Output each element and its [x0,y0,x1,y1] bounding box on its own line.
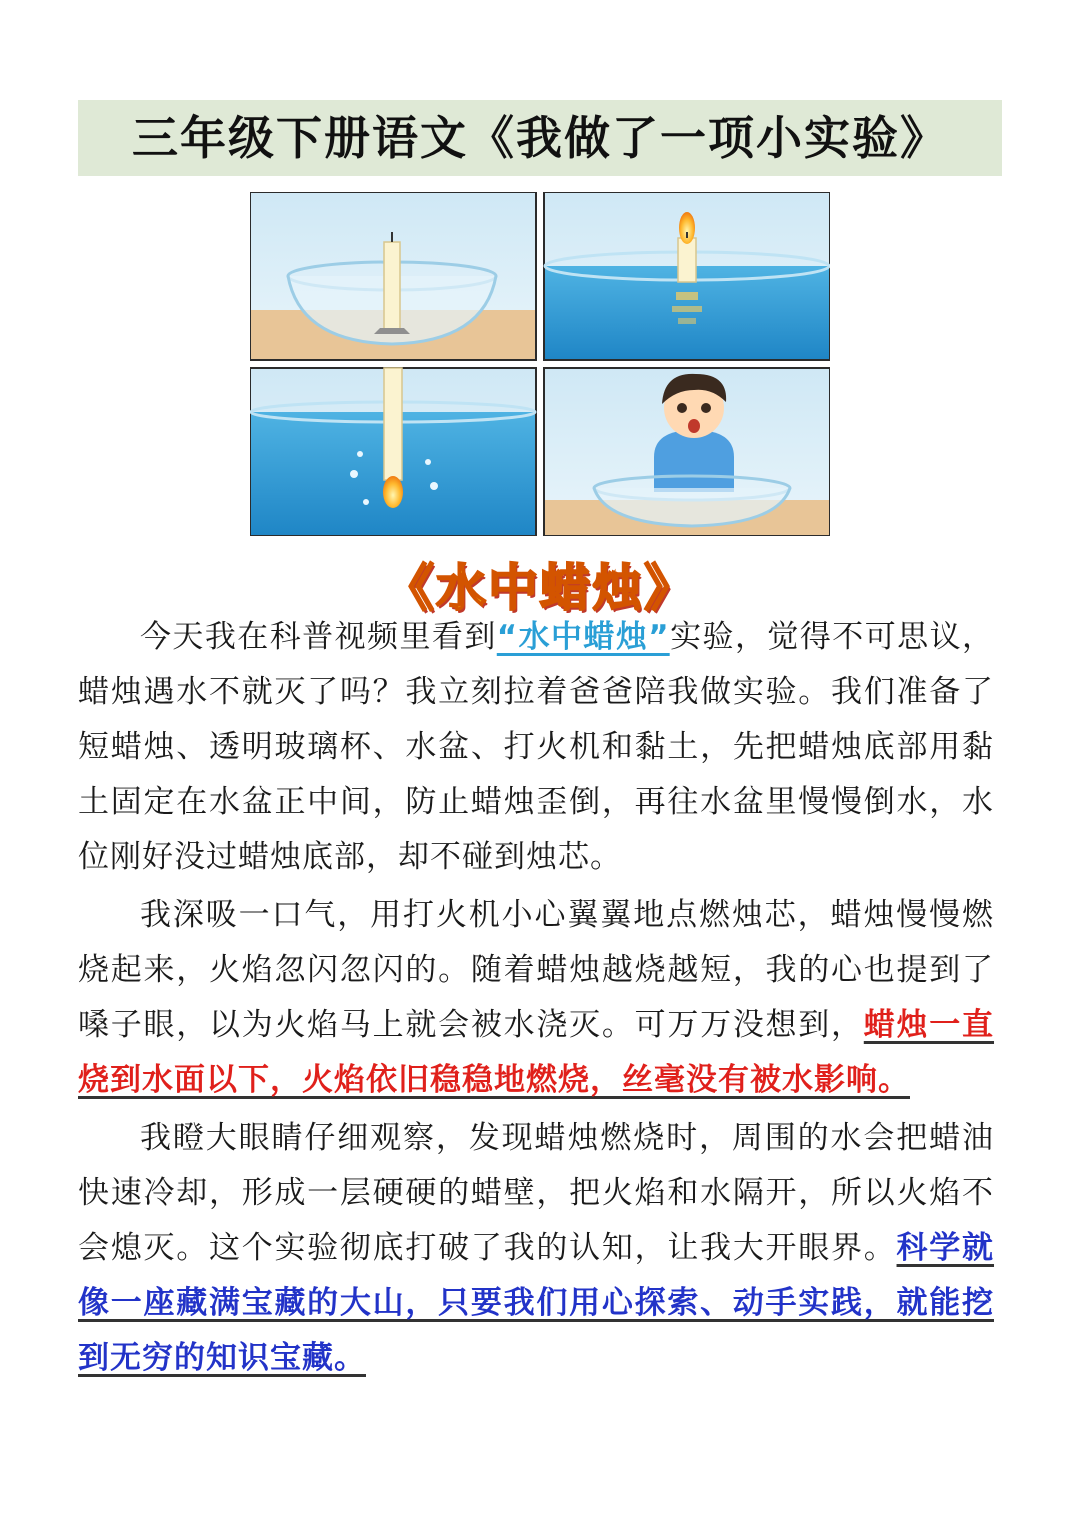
highlight-conclusion: 科学就像一座藏满宝藏的大山，只要我们用心探索、动手实践，就能挖到无穷的知识宝藏。 [78,1230,995,1376]
paragraph-1: 今天我在科普视频里看到“水中蜡烛”实验，觉得不可思议，蜡烛遇水不就灭了吗？我立刻拉着爸爸陪我做实验。我们准备了短蜡烛、透明玻璃杯、水盆、打火机和黏土，先把蜡烛底部用黏土固定在水盆正中间，防止蜡烛歪倒，再往水盆里慢慢倒水，水位刚好没过蜡烛底部，却不碰到烛芯。 [78,619,995,875]
paragraph-3: 我瞪大眼睛仔细观察，发现蜡烛燃烧时，周围的水会把蜡油快速冷却，形成一层硬硬的蜡壁，把火焰和水隔开，所以火焰不会熄灭。这个实验彻底打破了我的认知，让我大开眼界。科学就像一座藏满宝藏的大山，只要我们用心探索、动手实践，就能挖到无穷的知识宝藏。 [78,1120,995,1376]
experiment-illustration [250,192,830,536]
panel-flame-under-water [250,368,536,536]
story-title: 《水中蜡烛》 [384,559,696,617]
panel-candle-in-bowl [250,192,536,360]
panel-lit-candle-water [544,192,830,360]
panel-surprised-boy [544,368,830,536]
highlight-key-observation: 蜡烛一直烧到水面以下，火焰依旧稳稳地燃烧，丝毫没有被水影响。 [78,1007,995,1098]
article-body [78,610,994,1389]
highlight-experiment-name: “水中蜡烛” [496,619,670,655]
paragraph-2: 我深吸一口气，用打火机小心翼翼地点燃烛芯，蜡烛慢慢燃烧起来，火焰忽闪忽闪的。随着蜡烛越烧越短，我的心也提到了嗓子眼，以为火焰马上就会被水浇灭。可万万没想到，蜡烛一直烧到水面以下，火焰依旧稳稳地燃烧，丝毫没有被水影响。 [78,897,995,1098]
page-title: 三年级下册语文《我做了一项小实验》 [132,111,948,165]
